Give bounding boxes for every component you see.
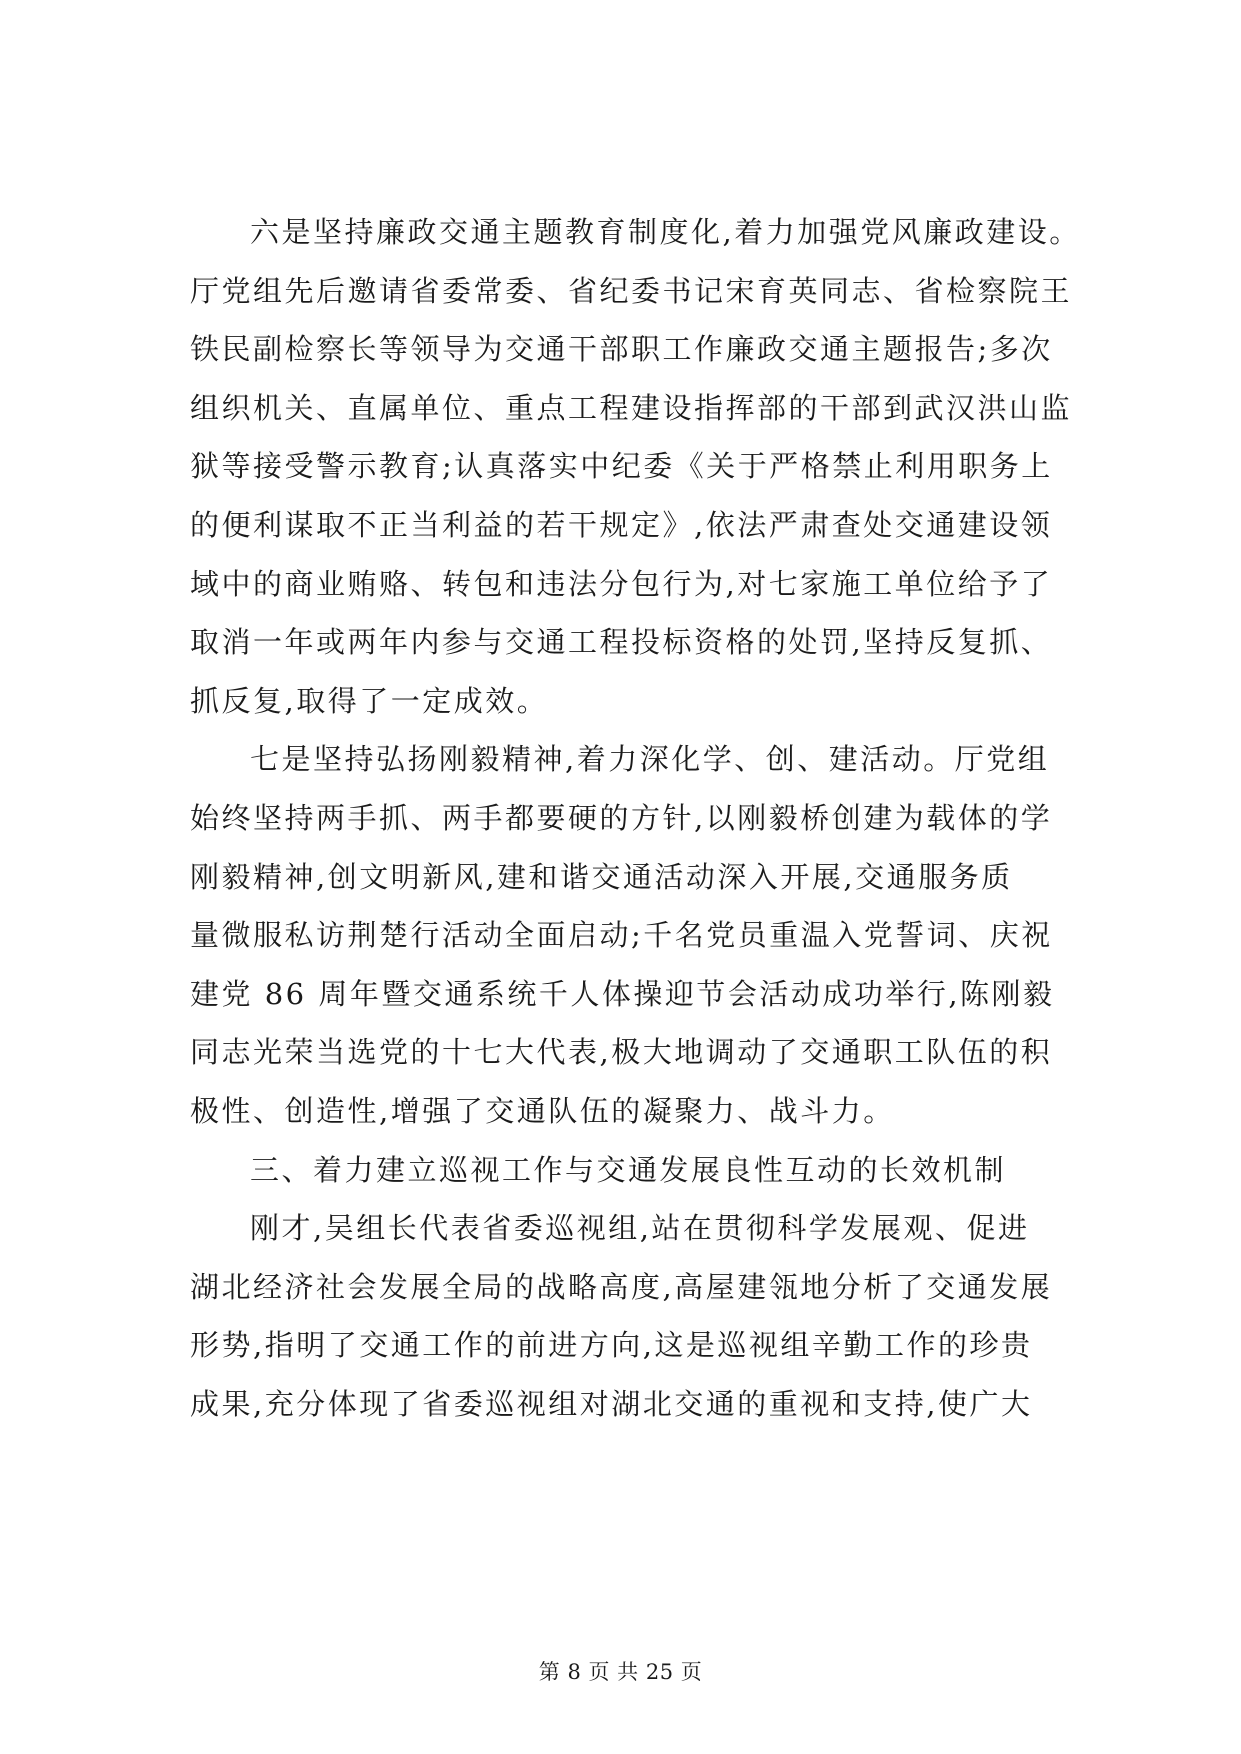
text-line: 狱等接受警示教育;认真落实中纪委《关于严格禁止利用职务上 [190,449,1053,484]
text-line: 抓反复,取得了一定成效。 [190,683,549,718]
page-number-label: 第 8 页 共 25 页 [538,1660,703,1684]
text-line: 量微服私访荆楚行活动全面启动;千名党员重温入党誓词、庆祝 [190,918,1053,953]
text-line: 刚才,吴组长代表省委巡视组,站在贯彻科学发展观、促进 [250,1211,1030,1246]
text-line: 成果,充分体现了省委巡视组对湖北交通的重视和支持,使广大 [190,1386,1033,1421]
text-line: 域中的商业贿赂、转包和违法分包行为,对七家施工单位给予了 [190,566,1053,601]
text-line: 极性、创造性,增强了交通队伍的凝聚力、战斗力。 [190,1093,895,1128]
section-heading: 三、着力建立巡视工作与交通发展良性互动的长效机制 [250,1152,1007,1187]
text-line: 形势,指明了交通工作的前进方向,这是巡视组辛勤工作的珍贵 [190,1328,1033,1363]
text-line: 建党 86 周年暨交通系统千人体操迎节会活动成功举行,陈刚毅 [190,976,1055,1011]
text-line: 组织机关、直属单位、重点工程建设指挥部的干部到武汉洪山监 [190,390,1073,425]
text-line: 厅党组先后邀请省委常委、省纪委书记宋育英同志、省检察院王 [190,273,1073,308]
text-line: 取消一年或两年内参与交通工程投标资格的处罚,坚持反复抓、 [190,625,1053,660]
text-line: 六是坚持廉政交通主题教育制度化,着力加强党风廉政建设。 [250,215,1081,249]
text-line: 始终坚持两手抓、两手都要硬的方针,以刚毅桥创建为载体的学 [190,800,1053,835]
text-line: 同志光荣当选党的十七大代表,极大地调动了交通职工队伍的积 [190,1035,1053,1070]
text-line: 铁民副检察长等领导为交通干部职工作廉政交通主题报告;多次 [190,332,1053,367]
text-line: 湖北经济社会发展全局的战略高度,高屋建瓴地分析了交通发展 [190,1269,1053,1304]
text-line: 的便利谋取不正当利益的若干规定》,依法严肃查处交通建设领 [190,507,1053,542]
text-line: 七是坚持弘扬刚毅精神,着力深化学、创、建活动。厅党组 [250,742,1050,777]
body-text [190,203,1090,1433]
text-line: 刚毅精神,创文明新风,建和谐交通活动深入开展,交通服务质 [190,859,1013,894]
page-footer [0,1656,1241,1686]
